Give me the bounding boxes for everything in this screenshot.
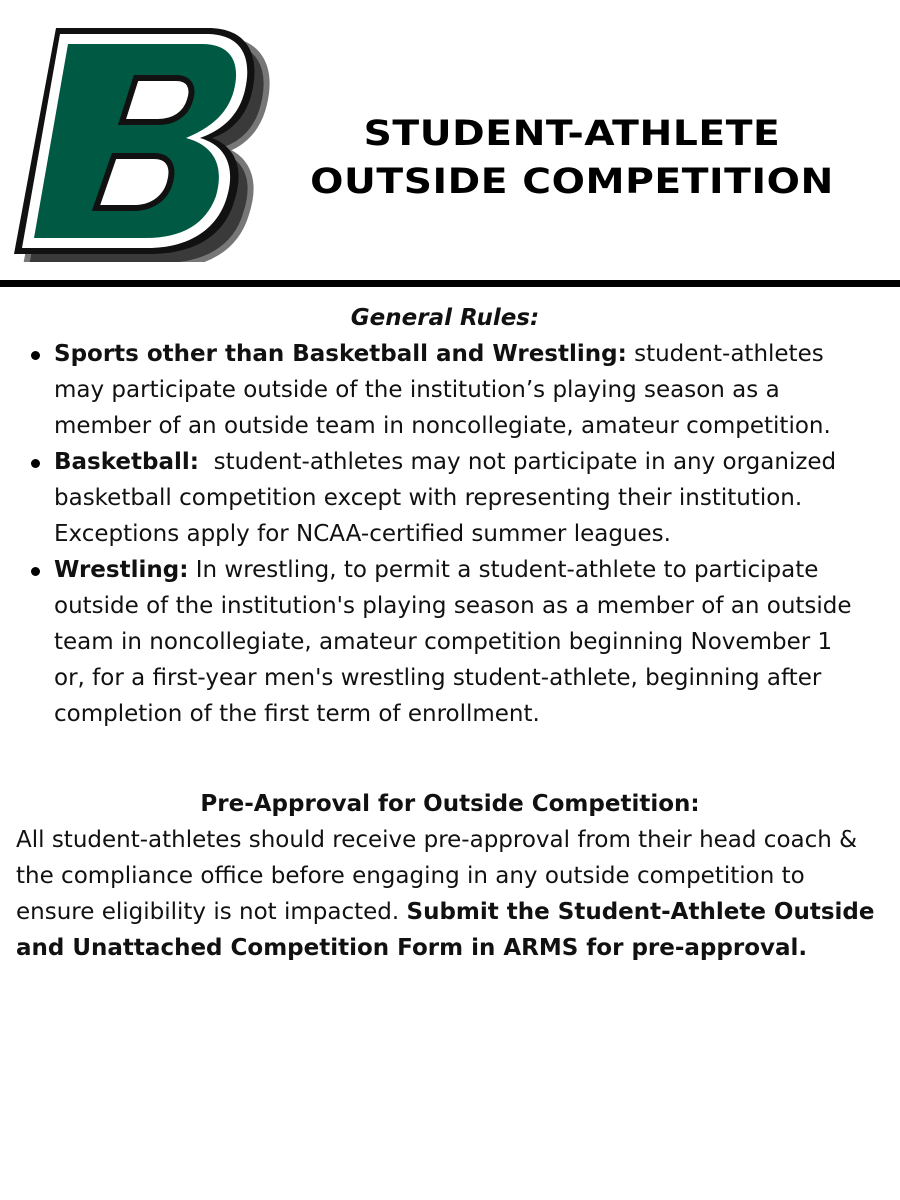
general-rules-heading: General Rules: bbox=[350, 305, 540, 331]
rule-text: student-athletes may participate outside of the institution’s playing season as a member of an outside team in noncollegiate, amateur competition. bbox=[54, 341, 831, 439]
rule-text: In wrestling, to permit a student-athlete to participate outside of the institution's playing season as a member of an outside team in noncollegiate, amateur competition beginning November 1 or, for a first-year men's wrestling student-athlete, beginning after completion of the first term of enrollment. bbox=[54, 557, 852, 727]
rule-item-other-sports bbox=[0, 336, 900, 444]
rule-text: student-athletes may not participate in any organized basketball competition except with representing their institution. Exceptions apply for NCAA-certified summer leagues. bbox=[54, 449, 844, 547]
rule-item-wrestling bbox=[0, 552, 900, 732]
title-line-2: OUTSIDE COMPETITION bbox=[310, 162, 834, 202]
pre-approval-heading: Pre-Approval for Outside Competition: bbox=[200, 791, 700, 817]
bullet-icon bbox=[31, 459, 40, 468]
header bbox=[0, 0, 900, 280]
rule-lead: Basketball: bbox=[54, 449, 199, 475]
rule-lead: Wrestling: bbox=[54, 557, 189, 583]
page-title bbox=[225, 110, 900, 206]
rule-item-basketball bbox=[0, 444, 900, 552]
header-divider bbox=[0, 280, 900, 287]
general-rules-list bbox=[0, 336, 900, 732]
pre-approval-text: All student-athletes should receive pre-approval from their head coach & the compliance office before engaging in any outside competition to ensure eligibility is not impacted. bbox=[16, 827, 858, 925]
rule-lead: Sports other than Basketball and Wrestling: bbox=[54, 341, 627, 367]
pre-approval-body bbox=[0, 822, 900, 966]
bullet-icon bbox=[31, 351, 40, 360]
title-line-1: STUDENT-ATHLETE bbox=[363, 114, 781, 154]
logo-upper-counter bbox=[122, 78, 191, 122]
bullet-icon bbox=[31, 567, 40, 576]
pre-approval-instruction: Submit the Student-Athlete Outside and Unattached Competition Form in ARMS for pre-approval. bbox=[16, 899, 875, 961]
main-content bbox=[0, 300, 900, 966]
